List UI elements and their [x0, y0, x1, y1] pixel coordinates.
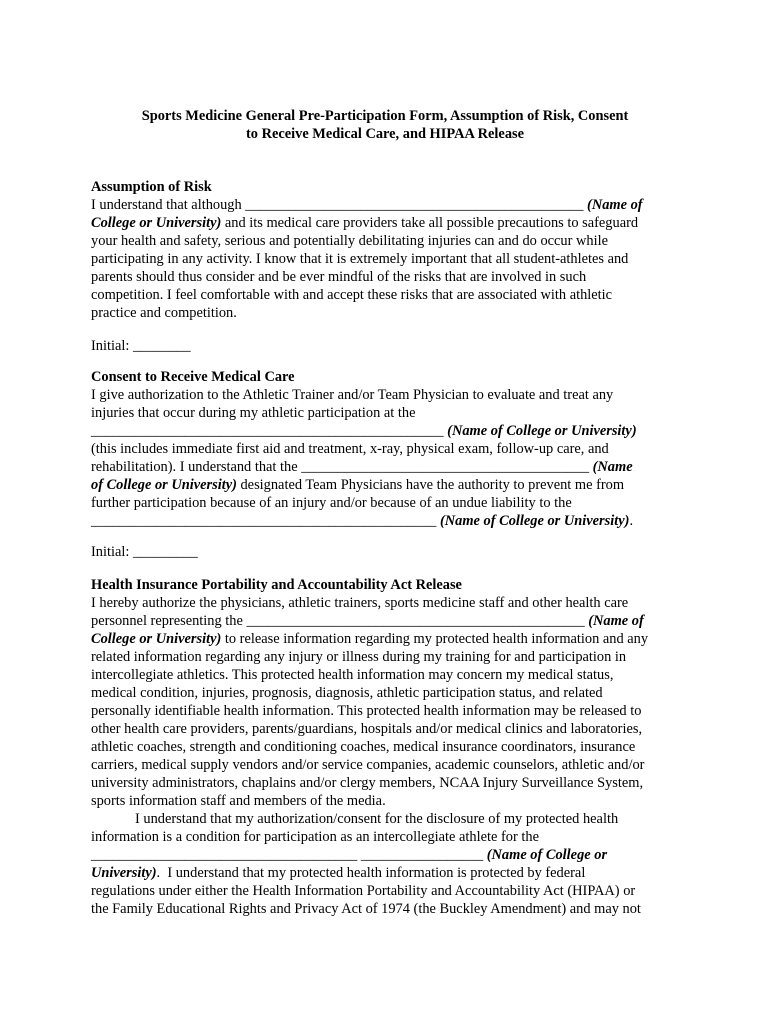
consent-line: further participation because of an injury and/or because of an undue liability to the	[91, 495, 572, 511]
consent-line	[91, 422, 637, 440]
hipaa-heading: Health Insurance Portability and Accountability Act Release	[91, 577, 462, 593]
text-run: (Name of College or University)	[439, 513, 630, 529]
consent-line	[91, 476, 624, 494]
hipaa-line: medical condition, injuries, prognosis, diagnosis, athletic participation status, and related	[91, 685, 603, 701]
hipaa-line	[91, 612, 644, 630]
assumption-line: participating in any activity. I know that it is extremely important that all student-athletes and	[91, 251, 629, 267]
initial-blank[interactable]: ________	[132, 338, 191, 354]
assumption-line: competition. I feel comfortable with and accept these risks that are associated with athletic	[91, 287, 613, 303]
college-name-blank[interactable]: _______________________________________________	[245, 197, 588, 213]
hipaa-line: personally identifiable health information. This protected health information may be released to	[91, 703, 642, 719]
hipaa-line: intercollegiate athletics. This protected health information may concern my medical status,	[91, 667, 614, 683]
hipaa-line	[91, 846, 607, 864]
text-run: personnel representing the	[91, 613, 247, 629]
college-name-blank[interactable]: _________________________________________________	[91, 423, 448, 439]
initial-blank[interactable]: _________	[132, 544, 198, 560]
consent-line: (this includes immediate first aid and treatment, x-ray, physical exam, follow-up care, and	[91, 441, 609, 457]
text-run: rehabilitation). I understand that the	[91, 459, 302, 475]
hipaa-line: related information regarding any injury or illness during my training for and participation in	[91, 649, 627, 665]
hipaa-line: athletic coaches, strength and conditioning coaches, medical insurance coordinators, insurance	[91, 739, 636, 755]
college-name-blank[interactable]: _____________________________________ _________________	[91, 847, 487, 863]
hipaa-line: information is a condition for participation as an intercollegiate athlete for the	[91, 829, 539, 845]
hipaa-line	[91, 864, 585, 882]
college-name-blank[interactable]: ________________________________________	[301, 459, 593, 475]
text-run: (Name of	[588, 613, 644, 629]
hipaa-line: I understand that my authorization/consent for the disclosure of my protected health	[135, 811, 619, 827]
text-run: (Name of College or	[486, 847, 608, 863]
text-run: (Name	[592, 459, 633, 475]
initial-label: Initial:	[91, 544, 133, 560]
text-run: I understand that although	[91, 197, 246, 213]
hipaa-line: the Family Educational Rights and Privacy Act of 1974 (the Buckley Amendment) and may not	[91, 901, 641, 917]
consent-initial	[91, 543, 198, 561]
text-run: College or University)	[91, 631, 222, 647]
assumption-line	[91, 196, 643, 214]
hipaa-line: other health care providers, parents/guardians, hospitals and/or medical clinics and laboratories,	[91, 721, 643, 737]
hipaa-line: sports information staff and members of the media.	[91, 793, 386, 809]
consent-line	[91, 512, 633, 530]
text-run: and its medical care providers take all possible precautions to safeguard	[221, 215, 639, 231]
hipaa-line: regulations under either the Health Information Portability and Accountability Act (HIPAA) or	[91, 883, 636, 899]
text-run: (Name of College or University)	[447, 423, 637, 439]
assumption-heading: Assumption of Risk	[91, 179, 212, 195]
title-line-2: to Receive Medical Care, and HIPAA Release	[245, 126, 525, 142]
text-run: designated Team Physicians have the authority to prevent me from	[236, 477, 625, 493]
text-run: . I understand that my protected health information is protected by federal	[156, 865, 586, 881]
assumption-line	[91, 214, 638, 232]
text-run: College or University)	[91, 215, 222, 231]
consent-heading: Consent to Receive Medical Care	[91, 369, 295, 385]
hipaa-line: carriers, medical supply vendors and/or service companies, academic counselors, athletic and/or	[91, 757, 645, 773]
text-run: University)	[91, 865, 157, 881]
text-run: of College or University)	[91, 477, 237, 493]
assumption-line: practice and competition.	[91, 305, 237, 321]
initial-label: Initial:	[91, 338, 133, 354]
hipaa-line: I hereby authorize the physicians, athletic trainers, sports medicine staff and other health care	[91, 595, 629, 611]
text-run: (Name of	[587, 197, 643, 213]
hipaa-line	[91, 630, 648, 648]
consent-line	[91, 458, 633, 476]
consent-line: injuries that occur during my athletic participation at the	[91, 405, 416, 421]
assumption-line: your health and safety, serious and potentially debilitating injuries can and do occur while	[91, 233, 608, 249]
consent-line: I give authorization to the Athletic Trainer and/or Team Physician to evaluate and treat any	[91, 387, 614, 403]
title-line-1: Sports Medicine General Pre-Participation Form, Assumption of Risk, Consent	[141, 108, 629, 124]
text-run: to release information regarding my protected health information and any	[221, 631, 649, 647]
college-name-blank[interactable]: _______________________________________________	[246, 613, 589, 629]
college-name-blank[interactable]: ________________________________________________	[91, 513, 440, 529]
text-run: .	[629, 513, 634, 529]
hipaa-line: university administrators, chaplains and/or clergy members, NCAA Injury Surveillance System,	[91, 775, 644, 791]
assumption-line: parents should thus consider and be ever mindful of the risks that are involved in such	[91, 269, 587, 285]
page-title	[91, 107, 679, 143]
assumption-initial	[91, 337, 191, 355]
